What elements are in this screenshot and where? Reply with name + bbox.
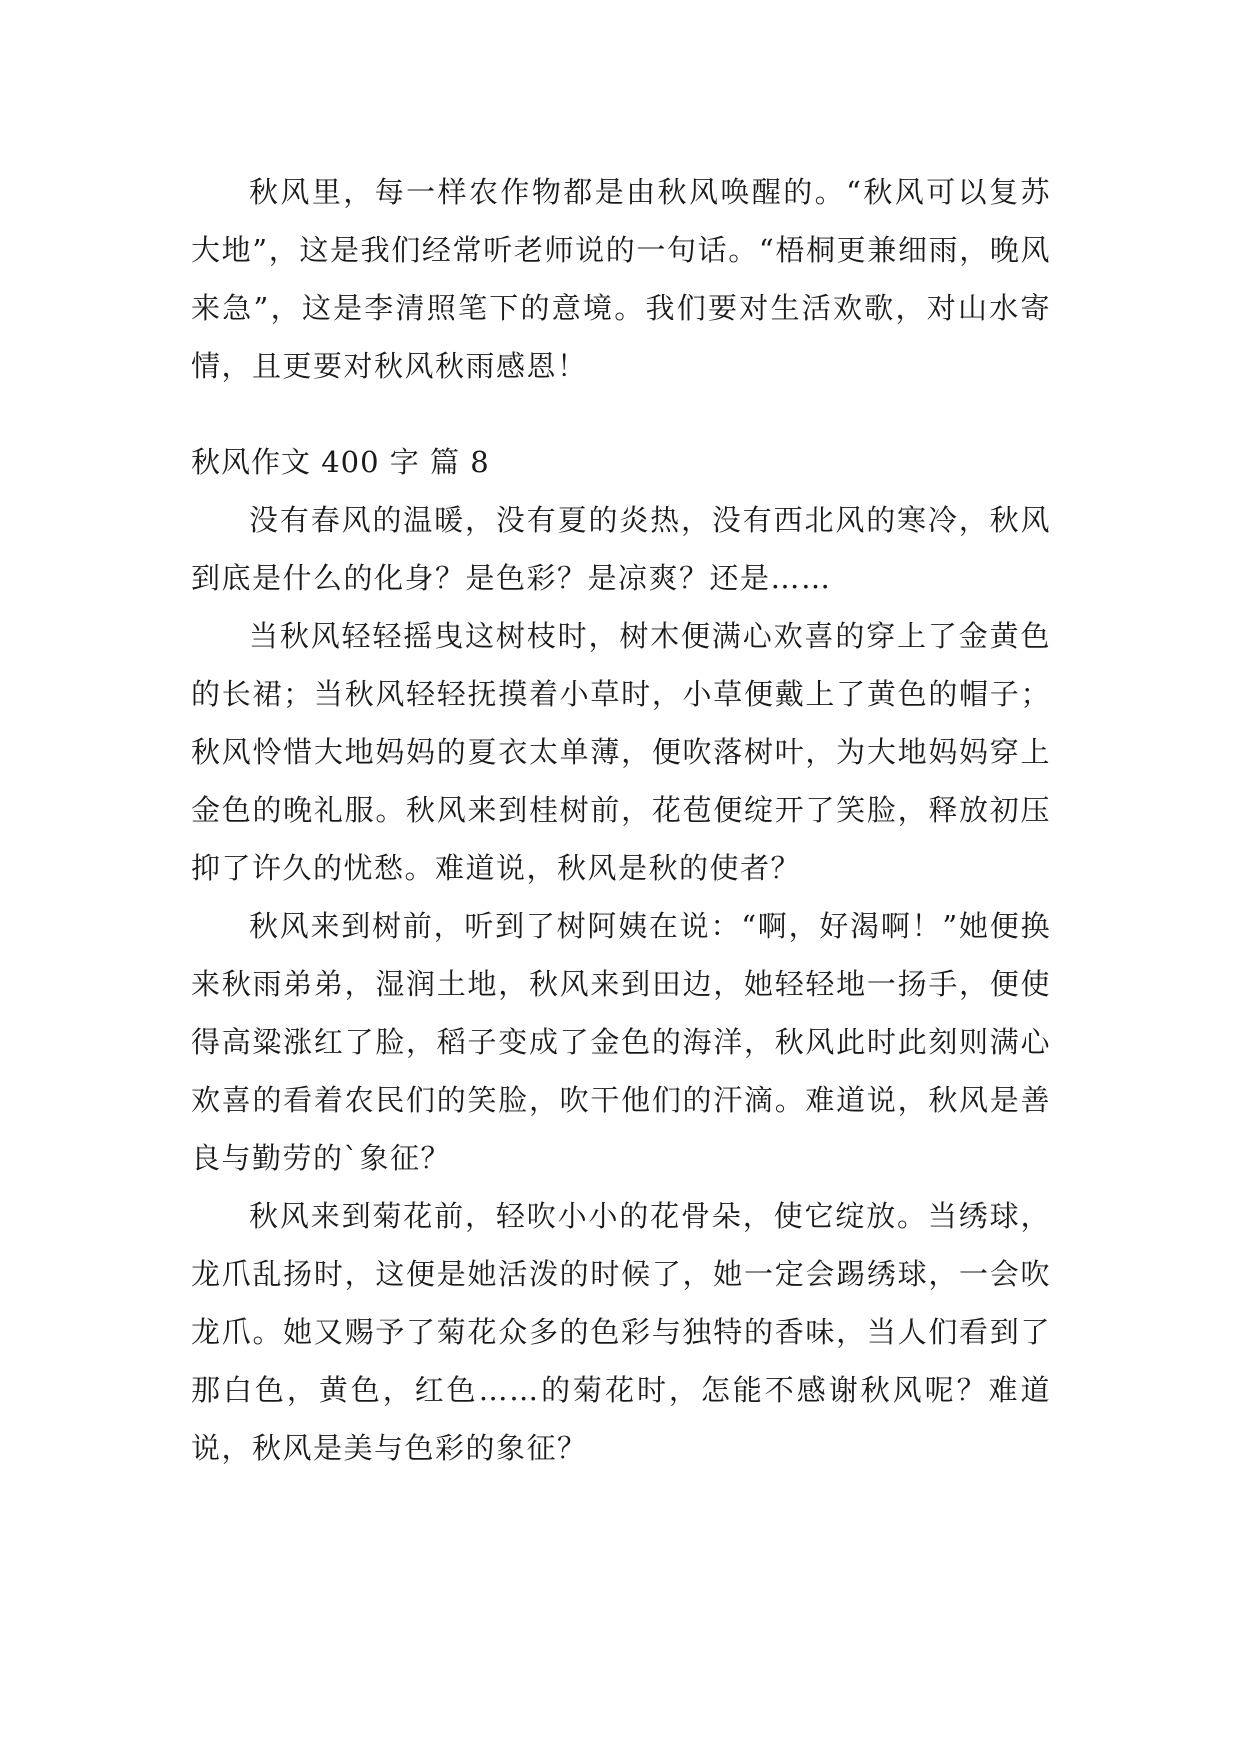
paragraph-4: 秋风来到菊花前，轻吹小小的花骨朵，使它绽放。当绣球，龙爪乱扬时，这便是她活泼的时候了，她一定会踢绣球，一会吹龙爪。她又赐予了菊花众多的色彩与独特的香味，当人们看到了那白色，黄色，红色……的菊花时，怎能不感谢秋风呢？难道说，秋风是美与色彩的象征？ — [191, 1199, 1051, 1465]
paragraph-3: 秋风来到树前，听到了树阿姨在说：“啊，好渴啊！”她便换来秋雨弟弟，湿润土地，秋风来到田边，她轻轻地一扬手，便使得高粱涨红了脸，稻子变成了金色的海洋，秋风此时此刻则满心欢喜的看着农民们的笑脸，吹干他们的汗滴。难道说，秋风是善良与勤劳的`象征？ — [191, 909, 1051, 1175]
document-body — [191, 163, 1051, 1477]
paragraph-1: 没有春风的温暖，没有夏的炎热，没有西北风的寒冷，秋风到底是什么的化身？是色彩？是凉爽？还是…… — [191, 503, 1051, 595]
section-heading: 秋风作文 400 字 篇 8 — [191, 445, 490, 479]
intro-paragraph: 秋风里，每一样农作物都是由秋风唤醒的。“秋风可以复苏大地”，这是我们经常听老师说的一句话。“梧桐更兼细雨，晚风来急”，这是李清照笔下的意境。我们要对生活欢歌，对山水寄情，且更要对秋风秋雨感恩！ — [191, 175, 1051, 383]
paragraph-2: 当秋风轻轻摇曳这树枝时，树木便满心欢喜的穿上了金黄色的长裙；当秋风轻轻抚摸着小草时，小草便戴上了黄色的帽子；秋风怜惜大地妈妈的夏衣太单薄，便吹落树叶，为大地妈妈穿上金色的晚礼服。秋风来到桂树前，花苞便绽开了笑脸，释放初压抑了许久的忧愁。难道说，秋风是秋的使者？ — [191, 619, 1051, 885]
